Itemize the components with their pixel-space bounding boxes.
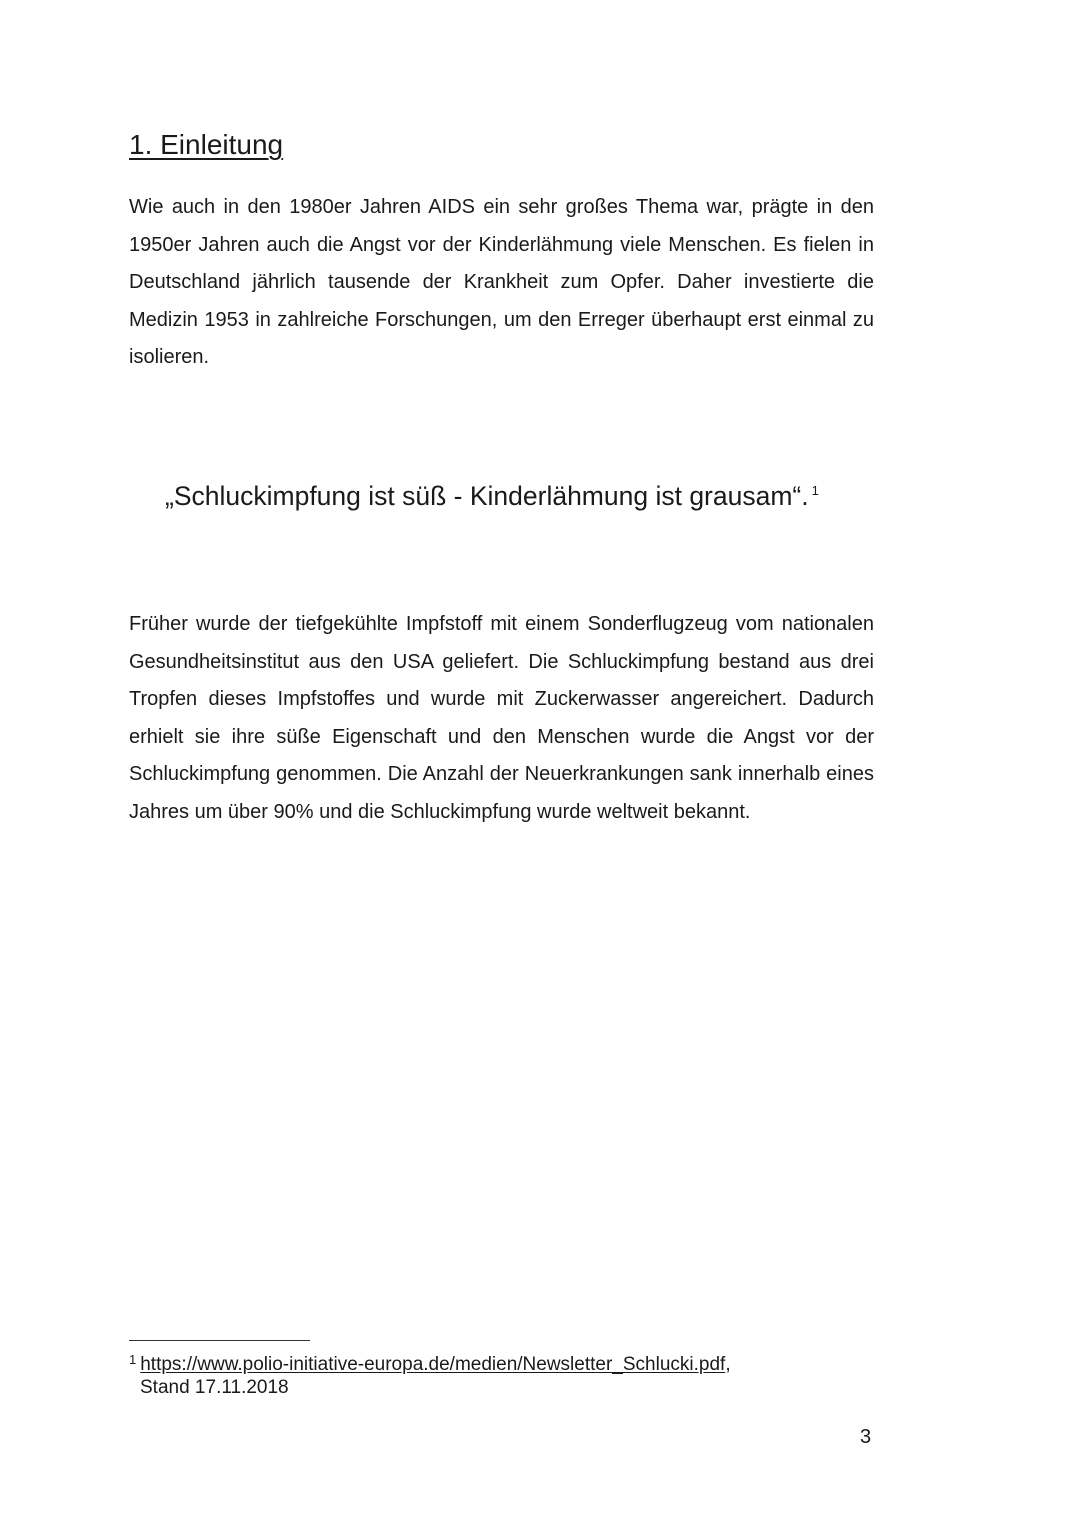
quote xyxy=(165,478,819,519)
body-paragraph: Früher wurde der tiefgekühlte Impfstoff mit einem Sonderflugzeug vom nationalen Gesundheitsinstitut aus den USA geliefert. Die Schluckimpfung bestand aus drei Tropfen dieses Impfstoffes und wurde mit Zuckerwasser angereichert. Dadurch erhielt sie ihre süße Eigenschaft und den Menschen wurde die Angst vor der Schluckimpfung genommen. Die Anzahl der Neuerkrankungen sank innerhalb eines Jahres um über 90% und die Schluckimpfung wurde weltweit bekannt. xyxy=(129,613,874,823)
quote-text: „Schluckimpfung ist süß - Kinderlähmung ist grausam“. xyxy=(165,481,809,511)
footnote-link-suffix: , xyxy=(725,1354,731,1375)
footnote-divider xyxy=(129,1340,310,1341)
footnote-link[interactable]: https://www.polio-initiative-europa.de/medien/Newsletter_Schlucki.pdf xyxy=(140,1354,726,1375)
section-heading: 1. Einleitung xyxy=(129,129,284,160)
page-number: 3 xyxy=(860,1426,872,1448)
footnote-date: Stand 17.11.2018 xyxy=(140,1377,289,1398)
footnote xyxy=(129,1354,731,1399)
quote-footnote-ref[interactable]: 1 xyxy=(811,483,819,498)
intro-paragraph: Wie auch in den 1980er Jahren AIDS ein sehr großes Thema war, prägte in den 1950er Jahren auch die Angst vor der Kinderlähmung viele Menschen. Es fielen in Deutschland jährlich tausende der Krankheit zum Opfer. Daher investierte die Medizin 1953 in zahlreiche Forschungen, um den Erreger überhaupt erst einmal zu isolieren. xyxy=(129,196,874,369)
footnote-marker: 1 xyxy=(129,1352,137,1367)
